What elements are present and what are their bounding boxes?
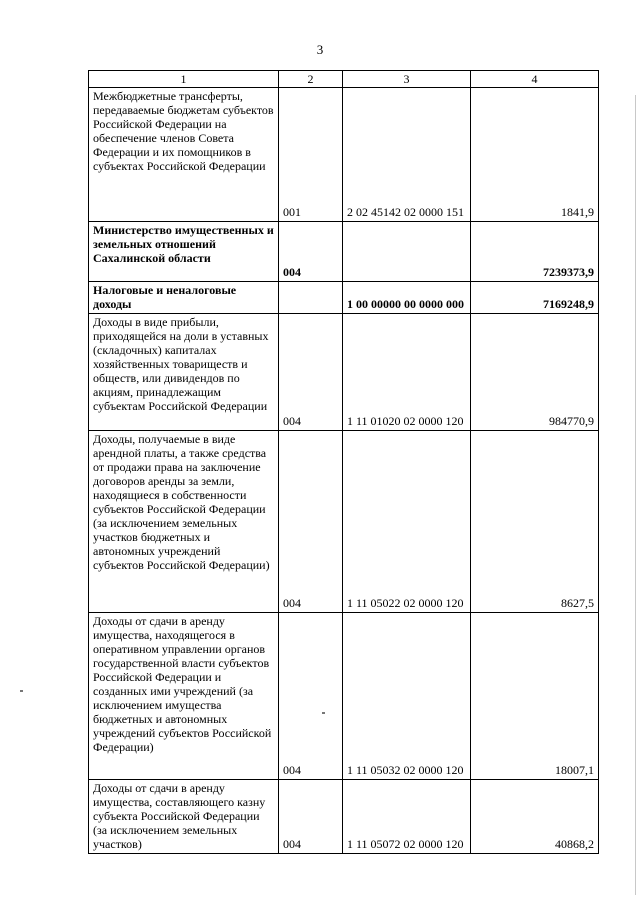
table-row bbox=[89, 314, 599, 431]
table-row bbox=[89, 88, 599, 222]
row-budget-code: 1 11 05022 02 0000 120 bbox=[343, 431, 471, 613]
row-admin-code: 004 bbox=[279, 613, 343, 780]
table-row bbox=[89, 780, 599, 854]
table-header-row bbox=[89, 71, 599, 88]
row-description: Доходы от сдачи в аренду имущества, находящегося в оперативном управлении органов государственной власти субъектов Российской Федерации и созданных ими учреждений (за исключением имущества бюджетных и автономных учреждений субъектов Российской Федерации) bbox=[89, 613, 279, 780]
row-budget-code: 1 11 05032 02 0000 120 bbox=[343, 613, 471, 780]
row-description: Доходы в виде прибыли, приходящейся на доли в уставных (складочных) капиталах хозяйственных товариществ и обществ, или дивидендов по акциям, принадлежащим субъектам Российской Федерации bbox=[89, 314, 279, 431]
row-budget-code: 2 02 45142 02 0000 151 bbox=[343, 88, 471, 222]
row-amount: 7239373,9 bbox=[471, 222, 599, 282]
row-description: Доходы от сдачи в аренду имущества, составляющего казну субъекта Российской Федерации (за исключением земельных участков) bbox=[89, 780, 279, 854]
row-admin-code: 001 bbox=[279, 88, 343, 222]
row-budget-code: 1 00 00000 00 0000 000 bbox=[343, 282, 471, 314]
row-amount: 984770,9 bbox=[471, 314, 599, 431]
row-amount: 1841,9 bbox=[471, 88, 599, 222]
column-header-4: 4 bbox=[471, 71, 599, 88]
row-admin-code: 004 bbox=[279, 314, 343, 431]
table-row bbox=[89, 431, 599, 613]
row-amount: 7169248,9 bbox=[471, 282, 599, 314]
row-admin-code bbox=[279, 282, 343, 314]
row-amount: 40868,2 bbox=[471, 780, 599, 854]
row-amount: 18007,1 bbox=[471, 613, 599, 780]
column-header-3: 3 bbox=[343, 71, 471, 88]
column-header-2: 2 bbox=[279, 71, 343, 88]
scan-speck bbox=[20, 690, 23, 692]
row-description: Доходы, получаемые в виде арендной платы, а также средства от продажи права на заключение договоров аренды за земли, находящиеся в собственности субъектов Российской Федерации (за исключением земельных участков бюджетных и автономных учреждений субъектов Российской Федерации) bbox=[89, 431, 279, 613]
row-admin-code: 004 bbox=[279, 222, 343, 282]
scan-speck bbox=[322, 712, 325, 714]
revenue-table bbox=[88, 70, 599, 854]
row-budget-code bbox=[343, 222, 471, 282]
row-budget-code: 1 11 05072 02 0000 120 bbox=[343, 780, 471, 854]
row-description: Министерство имущественных и земельных отношений Сахалинской области bbox=[89, 222, 279, 282]
row-amount: 8627,5 bbox=[471, 431, 599, 613]
row-description: Межбюджетные трансферты, передаваемые бюджетам субъектов Российской Федерации на обеспечение членов Совета Федерации и их помощников в субъектах Российской Федерации bbox=[89, 88, 279, 222]
table-row bbox=[89, 613, 599, 780]
row-admin-code: 004 bbox=[279, 431, 343, 613]
row-budget-code: 1 11 01020 02 0000 120 bbox=[343, 314, 471, 431]
page-number: 3 bbox=[316, 42, 324, 57]
column-header-1: 1 bbox=[89, 71, 279, 88]
table-row bbox=[89, 282, 599, 314]
row-description: Налоговые и неналоговые доходы bbox=[89, 282, 279, 314]
table-row bbox=[89, 222, 599, 282]
row-admin-code: 004 bbox=[279, 780, 343, 854]
scan-edge-line bbox=[635, 95, 636, 895]
